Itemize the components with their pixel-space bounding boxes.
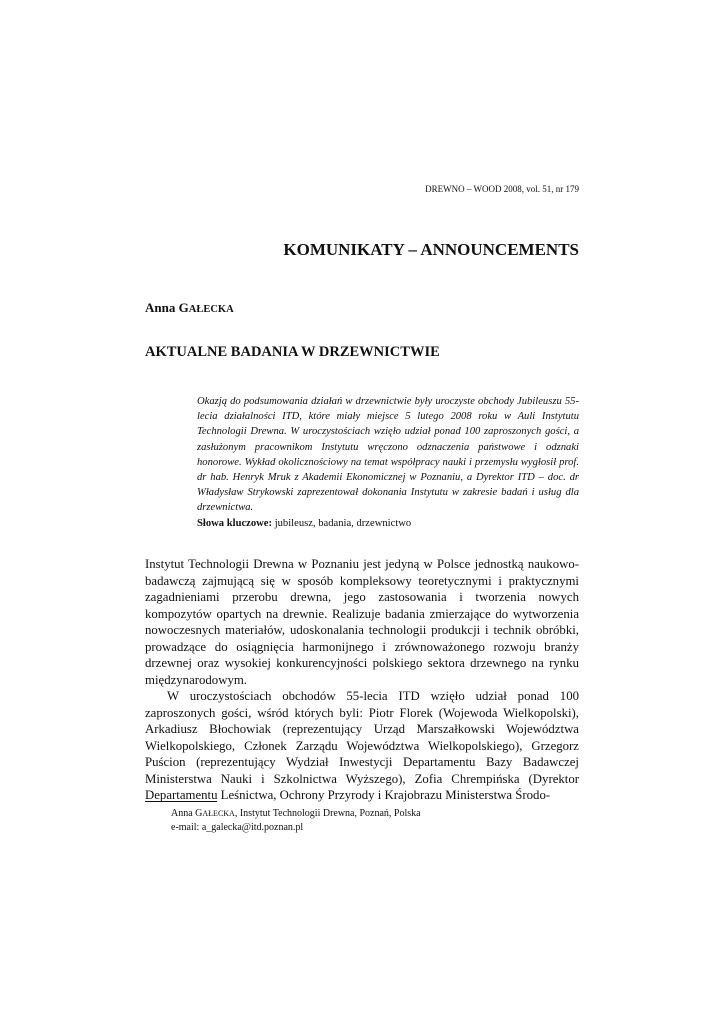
body-paragraph: W uroczystościach obchodów 55-lecia ITD wzięło udział ponad 100 zaproszonych gości, wśród których byli: Piotr Florek (Wojewoda Wielkopolski), Arkadiusz Błochowiak (reprezentujący Urząd Marszałkowski Województwa Wielkopolskiego, Członek Zarządu Województwa Wielkopolskiego), Grzegorz Puścion (reprezentujący Wydział Inwestycji Departamentu Bazy Badawczej Ministerstwa Nauki i Szkolnictwa Wyższego), Zofia Chrempińska (Dyrektor Departamentu Leśnictwa, Ochrony Przyrody i Krajobrazu Ministerstwa Środo- xyxy=(145,689,579,802)
body-text xyxy=(145,556,579,804)
abstract: Okazją do podsumowania działań w drzewnictwie były uroczyste obchody Jubileuszu 55-lecia działalności ITD, które miały miejsce 5 lutego 2008 roku w Auli Instytutu Technologii Drewna. W uroczystościach wzięło udział ponad 100 zaproszonych gości, a zasłużonym pracownikom Instytutu wręczono odznaczenia państwowe i odznaki honorowe. Wykład okolicznościowy na temat współpracy nauki i przemysłu wygłosił prof. dr hab. Henryk Mruk z Akademii Ekonomicznej w Poznaniu, a Dyrektor ITD – doc. dr Władysław Strykowski zaprezentował dokonania Instytutu w zakresie badań i usług dla drzewnictwa. xyxy=(197,396,579,514)
keywords-value: jubileusz, badania, drzewnictwo xyxy=(272,518,412,529)
footnote-institution: , Instytut Technologii Drewna, Poznań, Polska xyxy=(234,808,421,819)
keywords-label: Słowa kluczowe: xyxy=(197,518,273,529)
footnote-email: e-mail: a_galecka@itd.poznan.pl xyxy=(171,821,304,833)
author-last-smallcaps: AŁECKA xyxy=(188,304,234,315)
running-head: DREWNO – WOOD 2008, vol. 51, nr 179 xyxy=(425,184,579,194)
footnote xyxy=(171,807,421,834)
section-title: KOMUNIKATY – ANNOUNCEMENTS xyxy=(283,240,579,259)
keywords xyxy=(197,518,411,529)
footnote-name: Anna G xyxy=(171,808,203,819)
author-name xyxy=(145,300,234,316)
footnote-name-smallcaps: AŁECKA xyxy=(202,809,235,818)
author-last-initial: G xyxy=(178,300,189,315)
author-first-name: Anna xyxy=(145,300,179,315)
article-title: AKTUALNE BADANIA W DRZEWNICTWIE xyxy=(145,344,440,360)
body-paragraph: Instytut Technologii Drewna w Poznaniu jest jedyną w Polsce jednostką naukowo-badawczą zajmującą się w sposób kompleksowy teoretycznymi i praktycznymi zagadnieniami przerobu drewna, jego zastosowania i tworzenia nowych kompozytów opartych na drewnie. Realizuje badania zmierzające do wytworzenia nowoczesnych materiałów, udoskonalania technologii produkcji i technik obróbki, prowadzące do osiągnięcia harmonijnego i zrównoważonego rozwoju branży drzewnej oraz wysokiej konkurencyjności polskiego sektora drzewnego na rynku międzynarodowym. xyxy=(145,557,579,687)
footnote-affiliation xyxy=(171,807,421,821)
footnote-rule xyxy=(145,801,217,802)
